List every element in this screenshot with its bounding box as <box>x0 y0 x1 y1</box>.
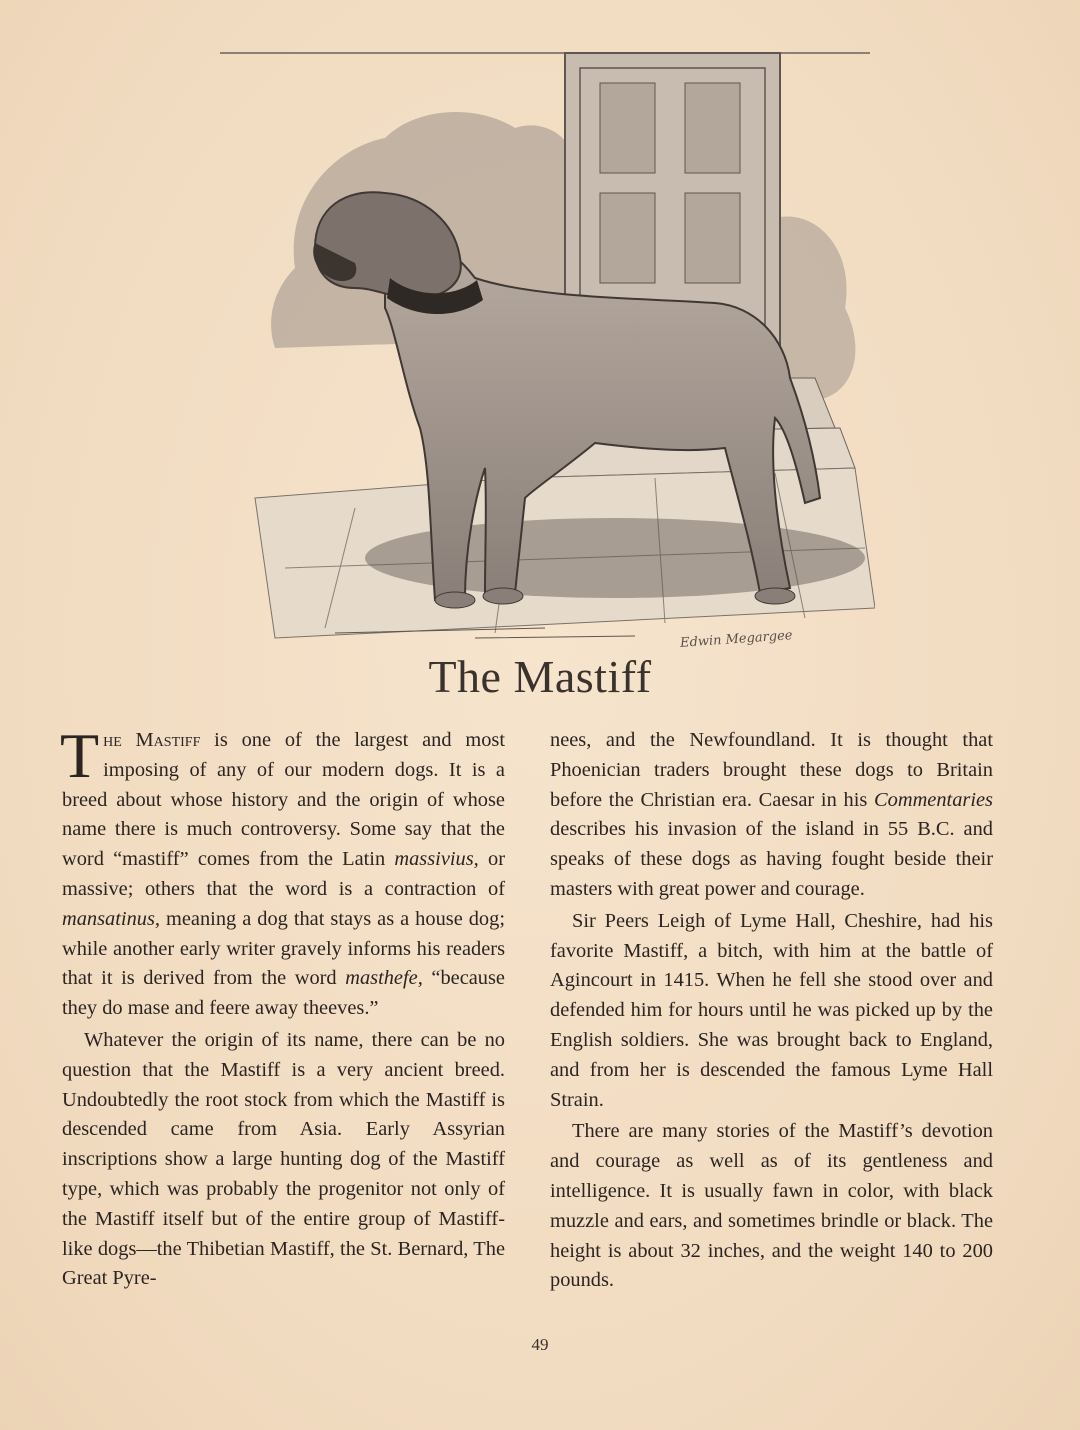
history-text-1: nees, and the Newfoundland. It is thought that Phoenician traders brought these dogs to Britain before the Christian era. Caesar in his <box>550 729 993 811</box>
intro-text-3: meaning a dog that stays as a house dog; while another early writer gravely informs his readers that it is derived from the word <box>62 907 505 990</box>
drop-cap: T <box>60 720 100 791</box>
history-italic: Commentaries <box>874 788 993 811</box>
right-column <box>550 726 993 1296</box>
mastiff-drawing-icon <box>215 48 875 658</box>
intro-text-2: or massive; others that the word is a contraction of <box>62 848 505 900</box>
intro-italic-2: mansatinus, <box>62 907 161 930</box>
page-number: 49 <box>531 1335 549 1354</box>
paragraph-agincourt: Sir Peers Leigh of Lyme Hall, Cheshire, had his favorite Mastiff, a bitch, with him at the battle of Agincourt in 1415. When he fell she stood over and defended him for hours until he was picked up by the English soldiers. She was brought back to England, and from her is descended the famous Lyme Hall Strain. <box>550 909 993 1111</box>
page-title: The Mastiff <box>428 651 652 702</box>
intro-italic-1: massivius, <box>394 848 479 871</box>
left-column <box>60 720 505 1294</box>
artist-signature: Edwin Megargee <box>679 628 793 651</box>
intro-text-4: “because they do mase and feere away theeves.” <box>62 967 505 1020</box>
history-text-2: describes his invasion of the island in 55 B.C. and speaks of these dogs as having fought beside their masters with great power and courage. <box>550 818 993 900</box>
paragraph-origin: Whatever the origin of its name, there can be no question that the Mastiff is a very ancient breed. Undoubtedly the root stock from which the Mastiff is descended came from Asia. Early Assyrian inscriptions show a large hunting dog of the Mastiff type, which was probably the progenitor not only of the Mastiff itself but of the entire group of Mastiff-like dogs—the Thibetian Mastiff, the St. Bernard, The Great Pyre- <box>62 1028 505 1290</box>
lead-smallcaps: he Mastiff <box>103 729 201 751</box>
paragraph-history <box>550 726 993 905</box>
intro-italic-3: masthefe, <box>345 967 423 990</box>
intro-text-1: is one of the largest and most imposing of any of our modern dogs. It is a breed about whose history and the origin of whose name there is much controversy. Some say that the word “mastiff” comes from the Latin <box>62 729 505 871</box>
paragraph-description: There are many stories of the Mastiff’s devotion and courage as well as of its gentleness and intelligence. It is usually fawn in color, with black muzzle and ears, and sometimes brindle or black. The height is about 32 inches, and the weight 140 to 200 pounds. <box>550 1120 993 1292</box>
paragraph-intro <box>60 720 505 1024</box>
